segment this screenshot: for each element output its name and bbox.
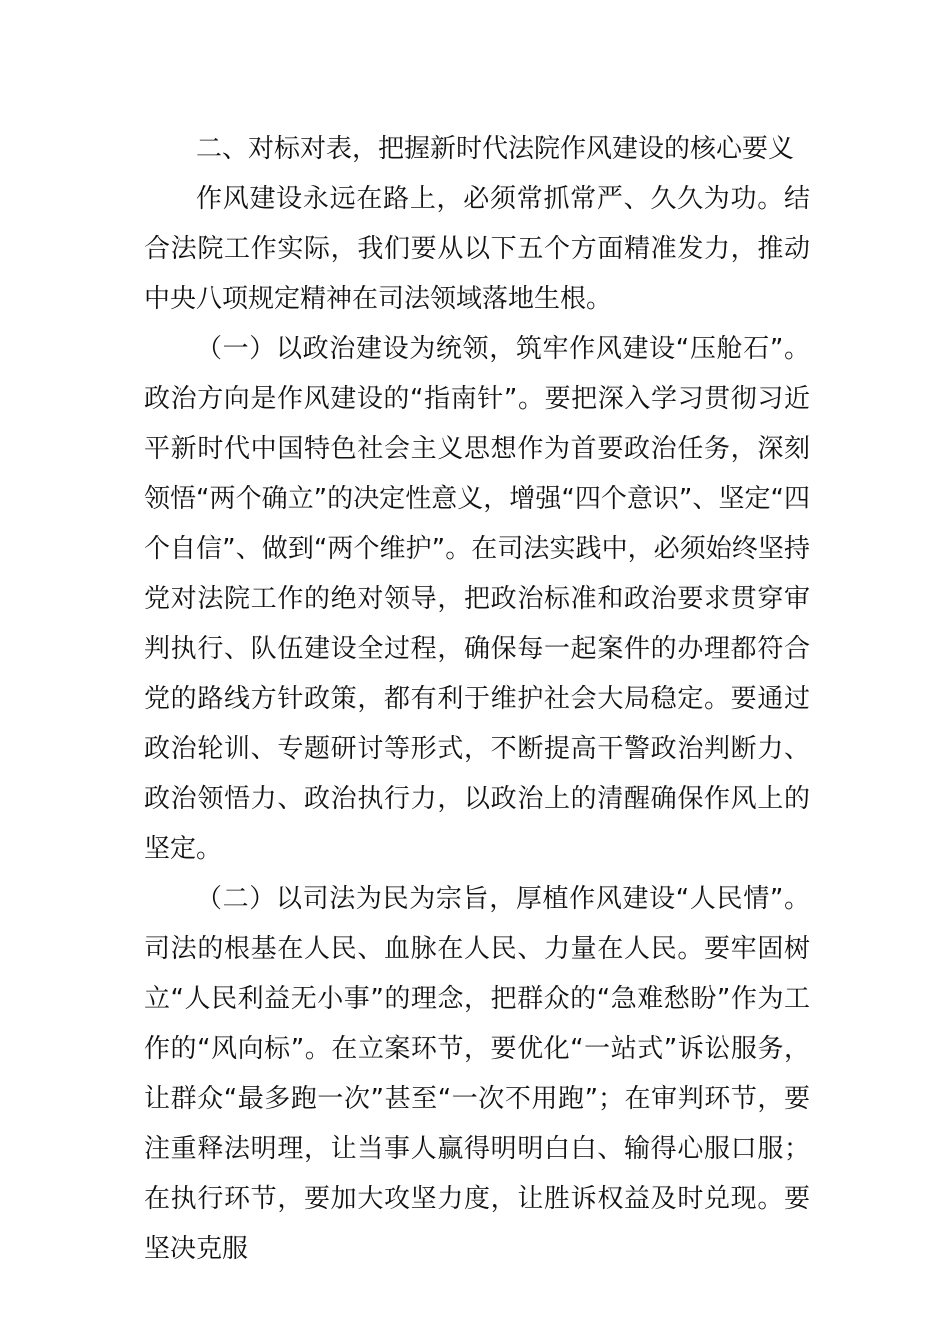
paragraph-intro: 作风建设永远在路上，必须常抓常严、久久为功。结合法院工作实际，我们要从以下五个方面精准发力，推动中央八项规定精神在司法领域落地生根。: [144, 184, 810, 314]
paragraph-political-building: （一）以政治建设为统领，筑牢作风建设“压舱石”。政治方向是作风建设的“指南针”。要把深入学习贯彻习近平新时代中国特色社会主义思想作为首要政治任务，深刻领悟“两个确立”的决定性意义，增强“四个意识”、坚定“四个自信”、做到“两个维护”。在司法实践中，必须始终坚持党对法院工作的绝对领导，把政治标准和政治要求贯穿审判执行、队伍建设全过程，确保每一起案件的办理都符合党的路线方针政策，都有利于维护社会大局稳定。要通过政治轮训、专题研讨等形式，不断提高干警政治判断力、政治领悟力、政治执行力，以政治上的清醒确保作风上的坚定。: [144, 334, 810, 864]
document-body: [144, 124, 810, 1274]
section-heading: 二、对标对表，把握新时代法院作风建设的核心要义: [196, 134, 795, 164]
paragraph-justice-for-people: （二）以司法为民为宗旨，厚植作风建设“人民情”。司法的根基在人民、血脉在人民、力量在人民。要牢固树立“人民利益无小事”的理念，把群众的“急难愁盼”作为工作的“风向标”。在立案环节，要优化“一站式”诉讼服务，让群众“最多跑一次”甚至“一次不用跑”；在审判环节，要注重释法明理，让当事人赢得明明白白、输得心服口服；在执行环节，要加大攻坚力度，让胜诉权益及时兑现。要坚决克服: [144, 884, 810, 1264]
